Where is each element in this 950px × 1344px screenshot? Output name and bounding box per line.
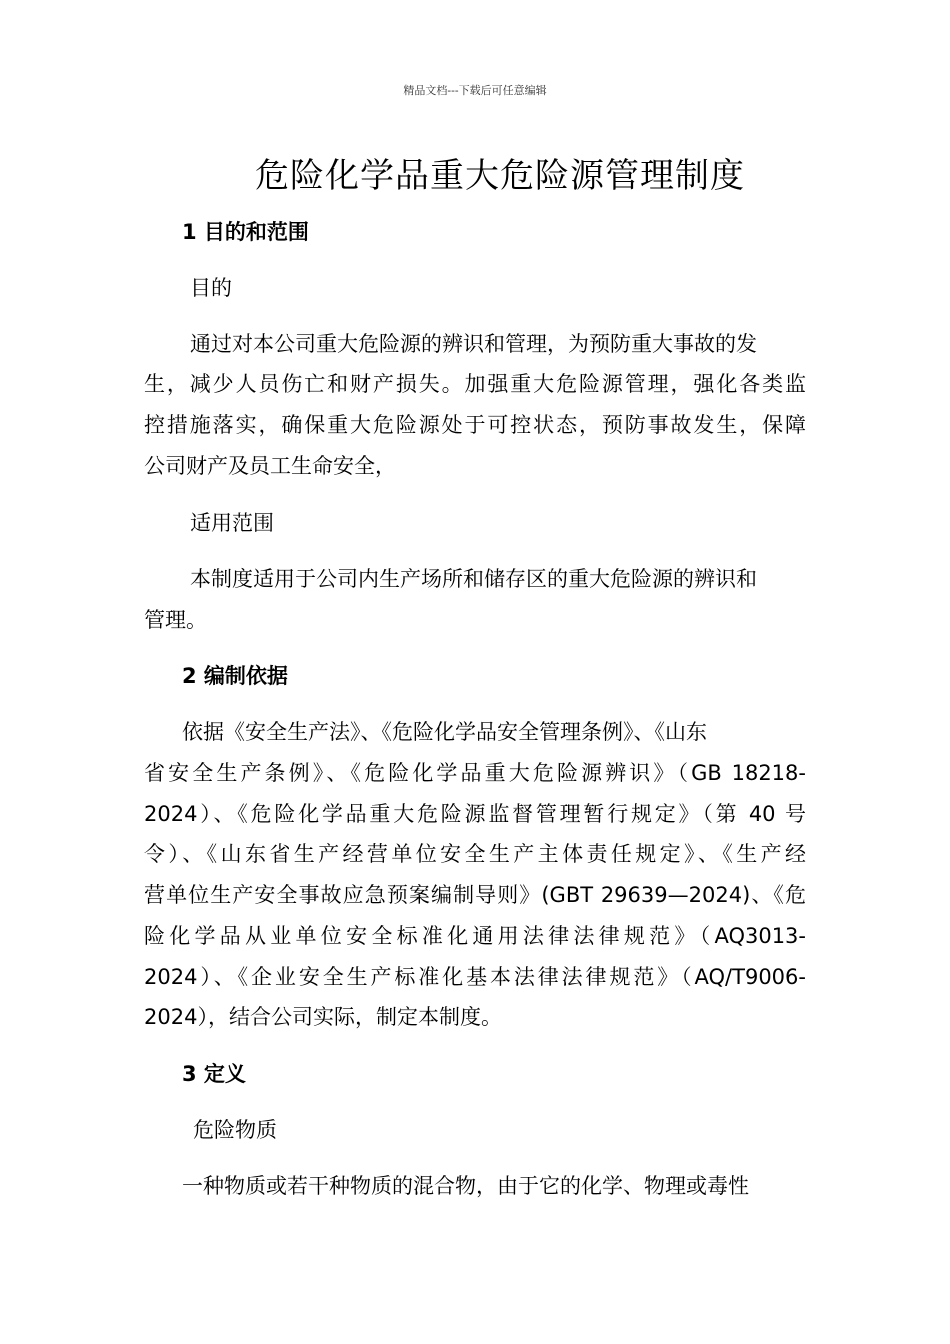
page-header: 精品文档---下载后可任意编辑 [403, 84, 547, 97]
hazardous-substance-label: 危险物质 [193, 1118, 277, 1142]
basis-line-2: 省安全生产条例》、《危险化学品重大危险源辨识》（GB 18218- [144, 761, 806, 785]
basis-line-3: 2024）、《危险化学品重大危险源监督管理暂行规定》（第 40 号 [144, 802, 806, 826]
section-2-heading: 2 编制依据 [182, 664, 288, 688]
scope-line-1: 本制度适用于公司内生产场所和储存区的重大危险源的辨识和 [190, 567, 757, 591]
purpose-line-4: 公司财产及员工生命安全， [144, 454, 396, 478]
purpose-label: 目的 [190, 276, 232, 300]
basis-line-8: 2024），结合公司实际，制定本制度。 [144, 1005, 502, 1029]
basis-line-6: 险化学品从业单位安全标准化通用法律法律规范》（AQ3013- [144, 924, 806, 948]
definition-line-1: 一种物质或若干种物质的混合物，由于它的化学、物理或毒性 [182, 1174, 749, 1198]
document-title: 危险化学品重大危险源管理制度 [255, 156, 745, 196]
scope-line-2: 管理。 [144, 608, 207, 632]
basis-line-5: 营单位生产安全事故应急预案编制导则》(GBT 29639—2024)、《危 [144, 883, 806, 907]
section-1-heading: 1 目的和范围 [182, 220, 309, 244]
basis-line-7: 2024）、《企业安全生产标准化基本法律法律规范》（AQ/T9006- [144, 965, 806, 989]
basis-line-4: 令）、《山东省生产经营单位安全生产主体责任规定》、《生产经 [144, 842, 806, 866]
purpose-line-3: 控措施落实，确保重大危险源处于可控状态，预防事故发生，保障 [144, 413, 806, 437]
section-3-heading: 3 定义 [182, 1062, 246, 1086]
purpose-line-2: 生，减少人员伤亡和财产损失。加强重大危险源管理，强化各类监 [144, 372, 806, 396]
scope-label: 适用范围 [190, 511, 274, 535]
basis-line-1: 依据《安全生产法》、《危险化学品安全管理条例》、《山东 [182, 720, 707, 744]
purpose-line-1: 通过对本公司重大危险源的辨识和管理，为预防重大事故的发 [190, 332, 757, 356]
